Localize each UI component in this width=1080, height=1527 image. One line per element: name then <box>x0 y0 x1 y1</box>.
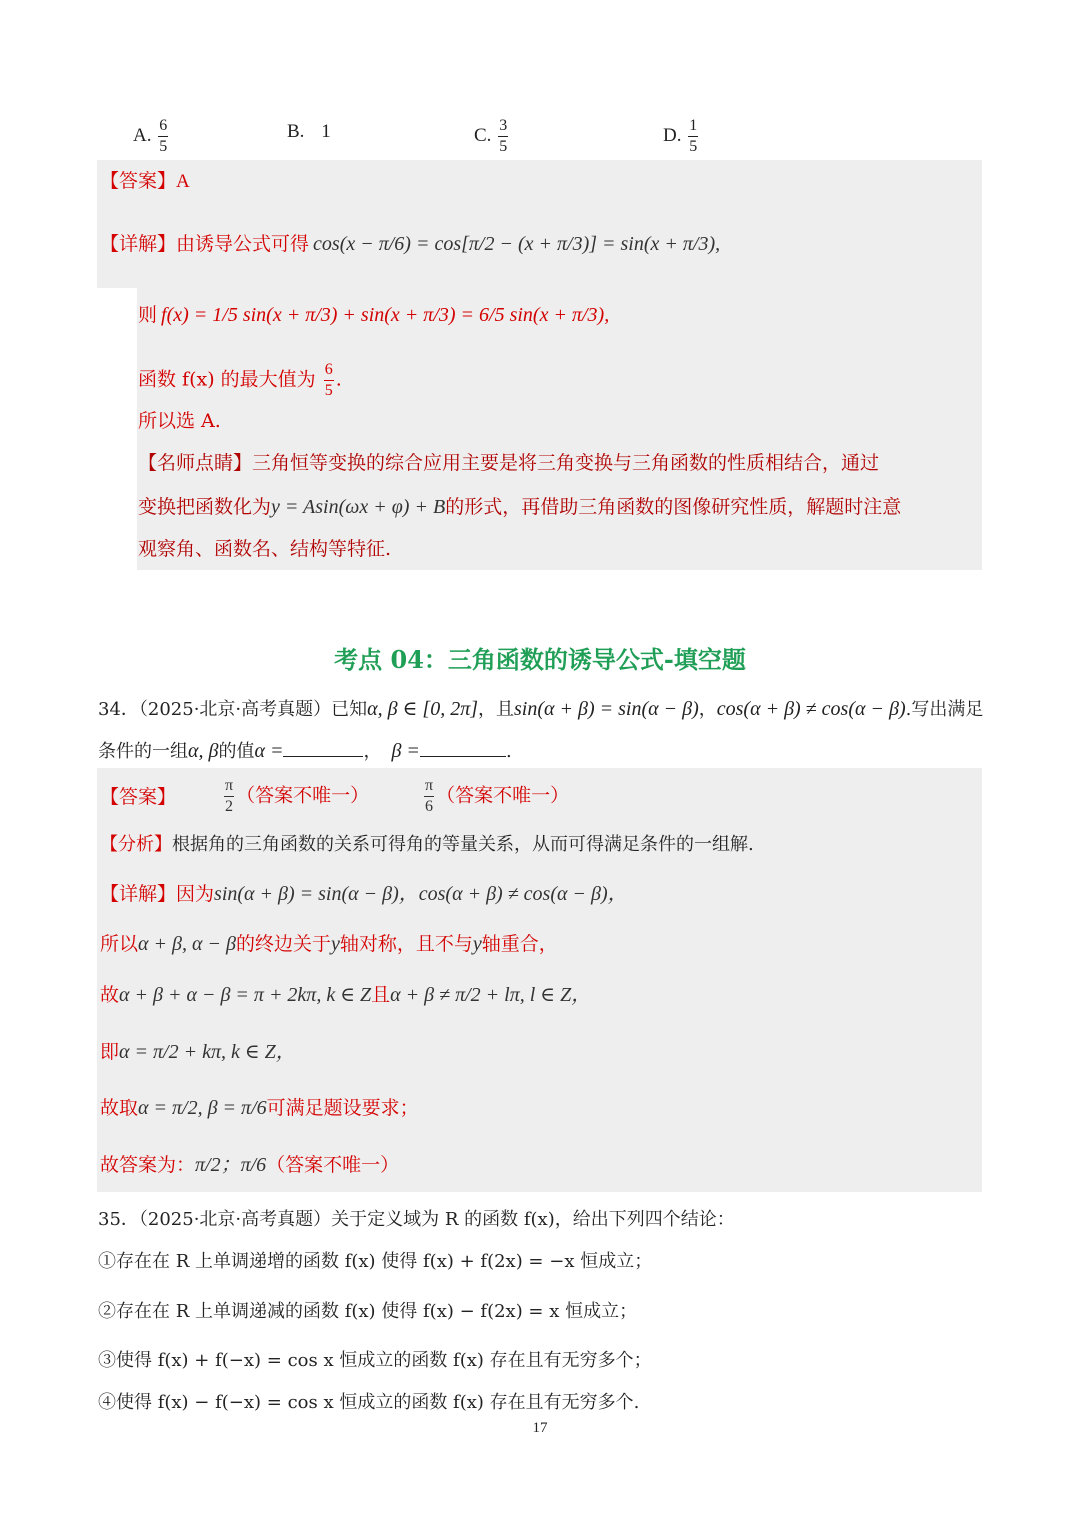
q34-line1 <box>98 695 983 721</box>
q34-line2 <box>98 737 512 763</box>
q34-line1-math3: cos(α + β) ≠ cos(α − β) <box>716 698 906 720</box>
detail1-line <box>100 234 720 254</box>
option-d-fraction: $\frac{1}{5}$ <box>689 117 698 155</box>
detail1-line3 <box>138 362 342 399</box>
option-d-label: D. <box>663 124 682 146</box>
line2-prefix: 则 <box>138 304 158 326</box>
section-heading: 考点 04：三角函数的诱导公式-填空题 <box>334 645 746 674</box>
l4-a: 即 <box>100 1041 120 1063</box>
detail1-line2 <box>138 305 609 325</box>
option-c <box>474 118 510 155</box>
detail1-line4: 所以选 A. <box>138 410 221 432</box>
answer34-box <box>97 768 982 1192</box>
option-b-value: 1 <box>321 121 331 142</box>
l5-b: 可满足题设要求； <box>266 1097 419 1119</box>
q34-line1-math: α, β ∈ [0, 2π] <box>367 698 479 720</box>
answer34-a-fraction: $\frac{\pi}{2}$ <box>225 777 234 815</box>
detail-text: 由诱导公式可得 <box>176 233 310 255</box>
detail34-line5 <box>100 1098 419 1118</box>
q34-line1-d: .写出满足 <box>905 699 984 720</box>
option-c-fraction: $\frac{3}{5}$ <box>499 117 508 155</box>
tip-line1-text: 三角恒等变换的综合应用主要是将三角变换与三角函数的性质相结合，通过 <box>252 452 880 474</box>
line3-end: . <box>335 368 342 391</box>
answer34-b-note: （答案不唯一） <box>436 784 570 807</box>
detail-math: cos(x − π/6) = cos[π/2 − (x + π/3)] = sin(x + π/3), <box>313 233 721 255</box>
detail34-tag: 【详解】 <box>100 883 177 905</box>
q34-line2-math: α, β <box>188 740 219 762</box>
answer34-a-note: （答案不唯一） <box>236 784 370 807</box>
beta-blank[interactable] <box>420 738 506 757</box>
option-b <box>287 121 331 143</box>
option-c-label: C. <box>474 124 492 146</box>
option-b-label: B. <box>287 121 305 142</box>
detail34-line4 <box>100 1042 296 1062</box>
l2-b: 的终边关于 <box>235 933 331 955</box>
option-d <box>663 118 700 155</box>
l6-a: 故答案为： <box>100 1154 196 1176</box>
line3-text: 函数 f(x) 的最大值为 <box>138 368 316 391</box>
answer34-line <box>100 788 176 807</box>
l3-math2: α + β ≠ π/2 + lπ, l ∈ Z， <box>390 984 592 1006</box>
l2-c: 轴对称，且不与 <box>339 933 473 955</box>
detail34-line1 <box>100 884 628 904</box>
tip-line2-a: 变换把函数化为 <box>138 496 272 518</box>
option-a-label: A. <box>133 124 152 146</box>
l4-math: α = π/2 + kπ, k ∈ Z， <box>119 1041 296 1063</box>
analysis-tag: 【分析】 <box>100 834 172 855</box>
q35-item1: ①存在在 R 上单调递增的函数 f(x) 使得 f(x) + f(2x) = −x 恒成立； <box>98 1251 653 1272</box>
q35-item2: ②存在在 R 上单调递减的函数 f(x) 使得 f(x) − f(2x) = x 恒成立； <box>98 1301 638 1322</box>
detail34-line3 <box>100 985 591 1005</box>
l2-a: 所以 <box>100 933 139 955</box>
detail34-line2 <box>100 934 558 954</box>
detail34-math: sin(α + β) = sin(α − β)，cos(α + β) ≠ cos(α − β)， <box>214 883 628 905</box>
l2-math: α + β, α − β <box>138 933 236 955</box>
tip-line2-math: y = Asin(ωx + φ) + B <box>271 496 446 518</box>
option-a-fraction: $\frac{6}{5}$ <box>159 117 168 155</box>
l5-a: 故取 <box>100 1097 139 1119</box>
tip-line3: 观察角、函数名、结构等特征. <box>138 538 392 560</box>
q34-line2-b: 的值 <box>218 741 255 762</box>
l6-math: π/2；π/6 <box>195 1154 267 1176</box>
page-number: 17 <box>532 1420 548 1436</box>
q34-line1-math2: sin(α + β) = sin(α − β) <box>514 698 699 720</box>
answer34-tag: 【答案】 <box>100 786 177 808</box>
answer-value: A <box>176 171 190 192</box>
answer-tag: 【答案】 <box>100 170 177 192</box>
alpha-blank[interactable] <box>283 738 363 757</box>
tip-line2 <box>138 497 901 517</box>
q34-line2-end: . <box>505 741 512 762</box>
answer-box-bottom <box>137 288 982 570</box>
l3-math: α + β + α − β = π + 2kπ, k ∈ Z <box>119 984 372 1006</box>
answer34-a <box>222 778 369 815</box>
detail34-a: 因为 <box>176 883 215 905</box>
q34-line1-c: ， <box>698 699 717 720</box>
l5-math: α = π/2, β = π/6 <box>138 1097 267 1119</box>
q34-line1-b: ，且 <box>478 699 515 720</box>
q35-line1: 35．（2025·北京·高考真题）关于定义域为 R 的函数 f(x)，给出下列四个结论： <box>98 1209 735 1230</box>
line2-math: f(x) = 1/5 sin(x + π/3) + sin(x + π/3) = 6/5 sin(x + π/3), <box>161 304 610 326</box>
q35-item4: ④使得 f(x) − f(−x) = cos x 恒成立的函数 f(x) 存在且有无穷多个. <box>98 1392 640 1413</box>
l2-d: 轴重合， <box>481 933 558 955</box>
tip-line1 <box>138 454 879 473</box>
option-a <box>133 118 170 155</box>
answer34-b <box>422 778 569 815</box>
answer1-line <box>100 172 190 191</box>
answer-box-top <box>97 160 982 288</box>
tip-tag: 【名师点睛】 <box>138 452 253 474</box>
l3-b: 且 <box>371 984 391 1006</box>
q35-item3: ③使得 f(x) + f(−x) = cos x 恒成立的函数 f(x) 存在且有无穷多个； <box>98 1350 652 1371</box>
l2-y: y <box>330 933 340 955</box>
l3-a: 故 <box>100 984 120 1006</box>
analysis-text: 根据角的三角函数的关系可得角的等量关系，从而可得满足条件的一组解. <box>172 834 754 855</box>
line3-fraction: $\frac{6}{5}$ <box>324 361 333 399</box>
tip-line2-b: 的形式，再借助三角函数的图像研究性质，解题时注意 <box>445 496 902 518</box>
q34-line2-a: 条件的一组 <box>98 741 188 762</box>
detail-tag: 【详解】 <box>100 233 177 255</box>
l2-y2: y <box>472 933 482 955</box>
q34-alpha-label: α = <box>254 740 284 762</box>
detail34-line6 <box>100 1155 399 1175</box>
q34-beta-label: β = <box>391 740 420 762</box>
analysis-line <box>100 836 754 854</box>
answer34-b-fraction: $\frac{\pi}{6}$ <box>425 777 434 815</box>
l6-b: （答案不唯一） <box>266 1154 400 1176</box>
q34-line1-a: 34．（2025·北京·高考真题）已知 <box>98 699 368 720</box>
q34-line2-sep: ， <box>363 741 382 762</box>
